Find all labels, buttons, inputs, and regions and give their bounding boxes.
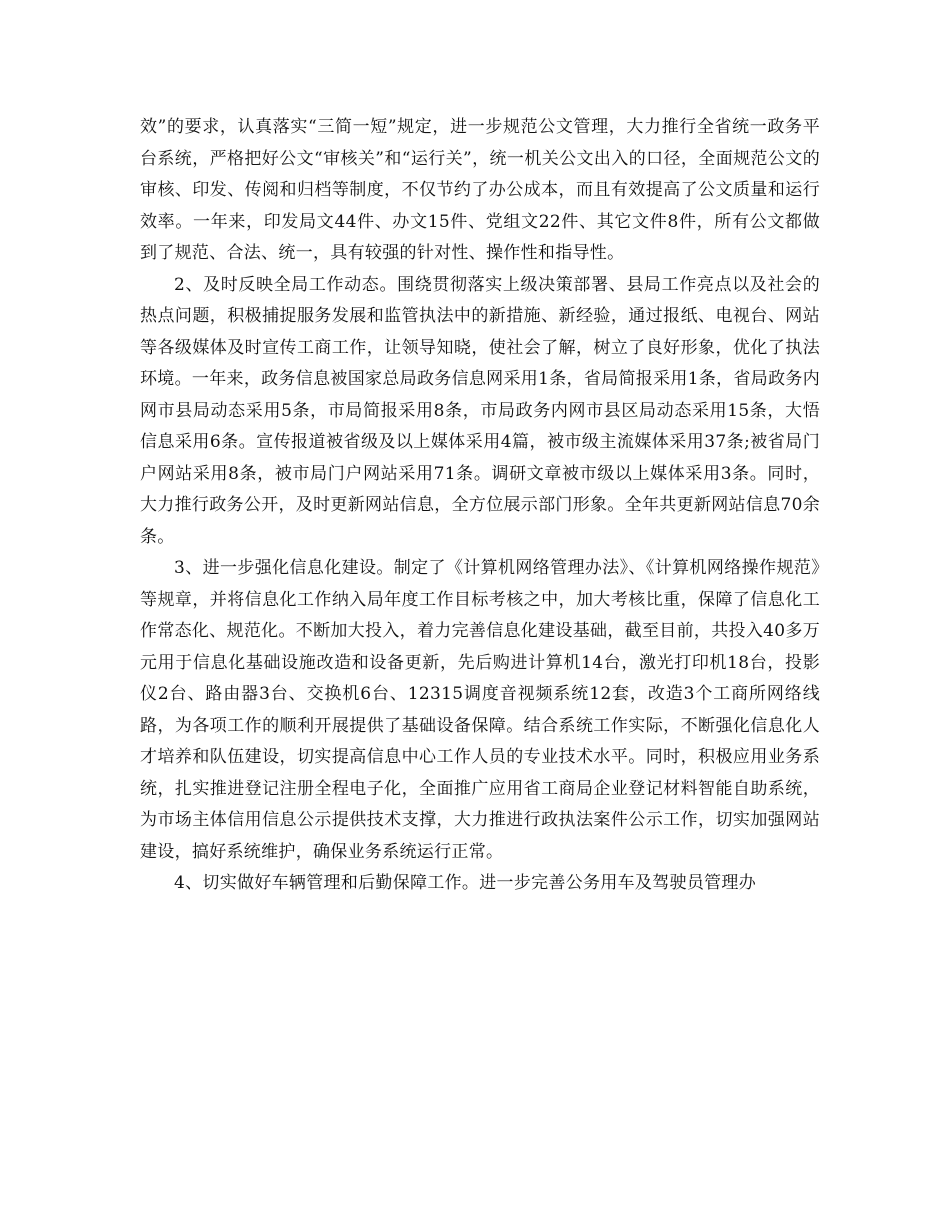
document-body — [140, 112, 820, 900]
paragraph-vehicle-management: 4、切实做好车辆管理和后勤保障工作。进一步完善公务用车及驾驶员管理办 — [174, 873, 757, 893]
paragraph-news-dynamics: 2、及时反映全局工作动态。围绕贯彻落实上级决策部署、县局工作亮点以及社会的热点问题，积极捕捉服务发展和监管执法中的新措施、新经验，通过报纸、电视台、网站等各级媒体及时宣传工商工作，让领导知晓，使社会了解，树立了良好形象，优化了执法环境。一年来，政务信息被国家总局政务信息网采用1条，省局简报采用1条，省局政务内网市县局动态采用5条，市局简报采用8条，市局政务内网市县区局动态采用15条，大悟信息采用6条。宣传报道被省级及以上媒体采用4篇，被市级主流媒体采用37条;被省局门户网站采用8条，被市局门户网站采用71条。调研文章被市级以上媒体采用3条。同时，大力推行政务公开，及时更新网站信息，全方位展示部门形象。全年共更新网站信息70余条。 — [140, 274, 820, 547]
paragraph-informatization: 3、进一步强化信息化建设。制定了《计算机网络管理办法》、《计算机网络操作规范》等规章，并将信息化工作纳入局年度工作目标考核之中，加大考核比重，保障了信息化工作常态化、规范化。不断加大投入，着力完善信息化建设基础，截至目前，共投入40多万元用于信息化基础设施改造和设备更新，先后购进计算机14台，激光打印机18台，投影仪2台、路由器3台、交换机6台、12315调度音视频系统12套，改造3个工商所网络线路，为各项工作的顺利开展提供了基础设备保障。结合系统工作实际，不断强化信息化人才培养和队伍建设，切实提高信息中心工作人员的专业技术水平。同时，积极应用业务系统，扎实推进登记注册全程电子化，全面推广应用省工商局企业登记材料智能自助系统，为市场主体信用信息公示提供技术支撑，大力推进行政执法案件公示工作，切实加强网站建设，搞好系统维护，确保业务系统运行正常。 — [140, 558, 820, 862]
paragraph-continuation: 效”的要求，认真落实“三简一短”规定，进一步规范公文管理，大力推行全省统一政务平台系统，严格把好公文“审核关”和“运行关”，统一机关公文出入的口径，全面规范公文的审核、印发、传阅和归档等制度，不仅节约了办公成本，而且有效提高了公文质量和运行效率。一年来，印发局文44件、办文15件、党组文22件、其它文件8件，所有公文都做到了规范、合法、统一，具有较强的针对性、操作性和指导性。 — [140, 117, 820, 263]
